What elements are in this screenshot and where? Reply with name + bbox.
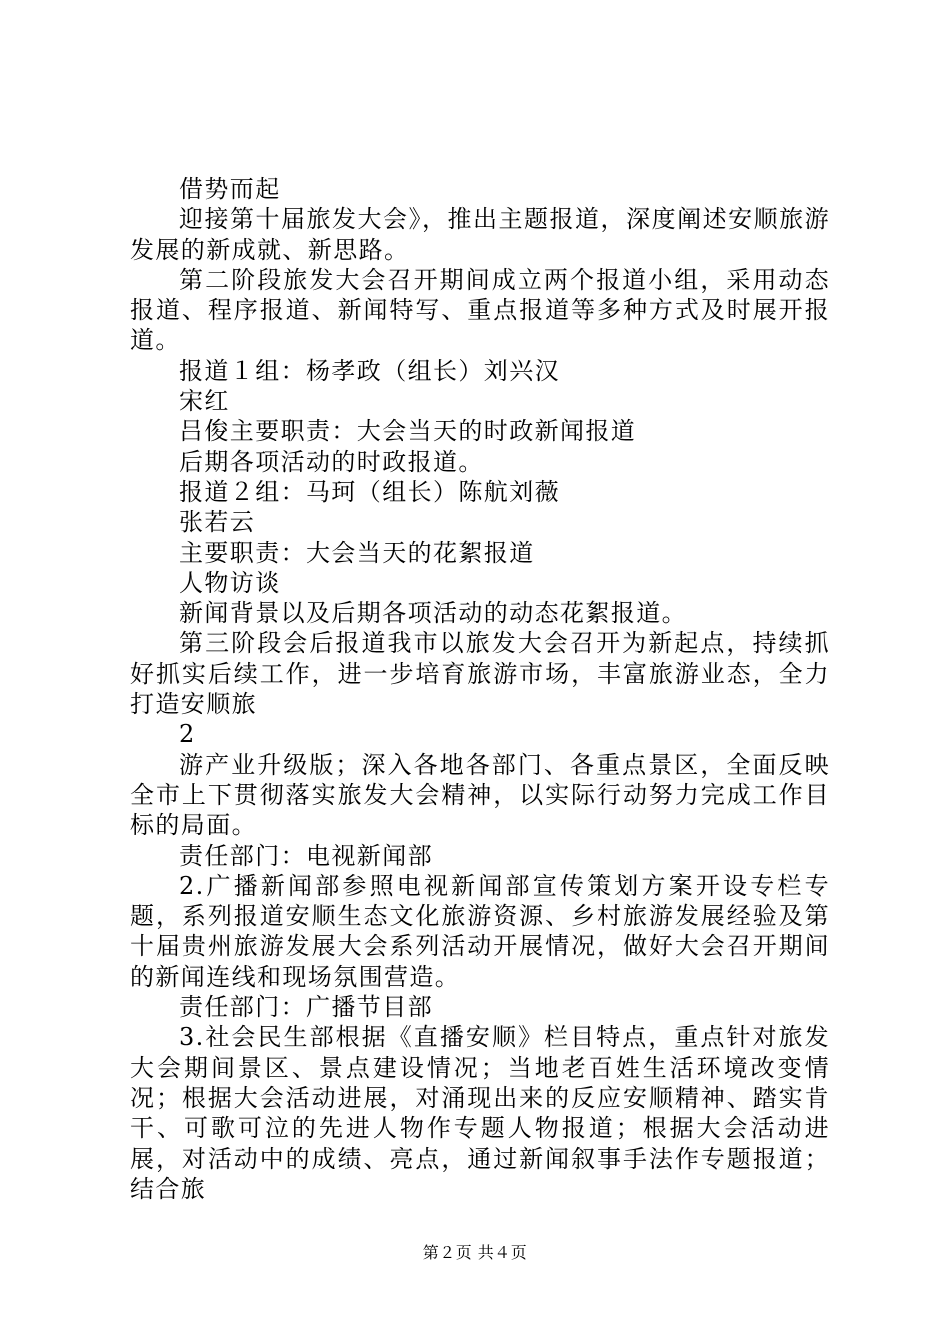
paragraph: 人物访谈	[179, 568, 281, 597]
paragraph: 责任部门：电视新闻部	[179, 841, 433, 870]
paragraph: 主要职责：大会当天的花絮报道	[179, 538, 535, 567]
page-footer: 第２页 共４页	[422, 1243, 528, 1262]
paragraph: 新闻背景以及后期各项活动的动态花絮报道。	[179, 599, 687, 628]
paragraph: 报道１组：杨孝政（组长）刘兴汉	[179, 356, 560, 385]
paragraph: 责任部门：广播节目部	[179, 993, 433, 1022]
paragraph: 吕俊主要职责：大会当天的时政新闻报道	[179, 417, 637, 446]
paragraph: 3.社会民生部根据《直播安顺》栏目特点，重点针对旅发大会期间景区、景点建设情况；当地老百姓生活环境改变情况；根据大会活动进展，对涌现出来的反应安顺精神、踏实肯干、可歌可泣的先进人物作专题人物报道；根据大会活动进展，对活动中的成绩、亮点，通过新闻叙事手法作专题报道；结合旅	[130, 1023, 830, 1203]
paragraph: 报道２组：马珂（组长）陈航刘薇	[179, 477, 560, 506]
paragraph: 第二阶段旅发大会召开期间成立两个报道小组，采用动态报道、程序报道、新闻特写、重点报道等多种方式及时展开报道。	[130, 265, 830, 355]
document-body	[130, 174, 830, 1204]
paragraph: 2.广播新闻部参照电视新闻部宣传策划方案开设专栏专题，系列报道安顺生态文化旅游资源、乡村旅游发展经验及第十届贵州旅游发展大会系列活动开展情况，做好大会召开期间的新闻连线和现场氛围营造。	[130, 871, 830, 991]
paragraph: 张若云	[179, 508, 256, 537]
paragraph: 第三阶段会后报道我市以旅发大会召开为新起点，持续抓好抓实后续工作，进一步培育旅游市场，丰富旅游业态，全力打造安顺旅	[130, 629, 830, 719]
paragraph: 后期各项活动的时政报道。	[179, 447, 484, 476]
paragraph: 宋红	[179, 387, 230, 416]
page-number-text: 2	[179, 720, 196, 749]
paragraph: 迎接第十届旅发大会》，推出主题报道，深度阐述安顺旅游发展的新成就、新思路。	[130, 205, 830, 264]
paragraph: 游产业升级版；深入各地各部门、各重点景区，全面反映全市上下贯彻落实旅发大会精神，以实际行动努力完成工作目标的局面。	[130, 750, 830, 840]
paragraph: 借势而起	[179, 175, 281, 203]
